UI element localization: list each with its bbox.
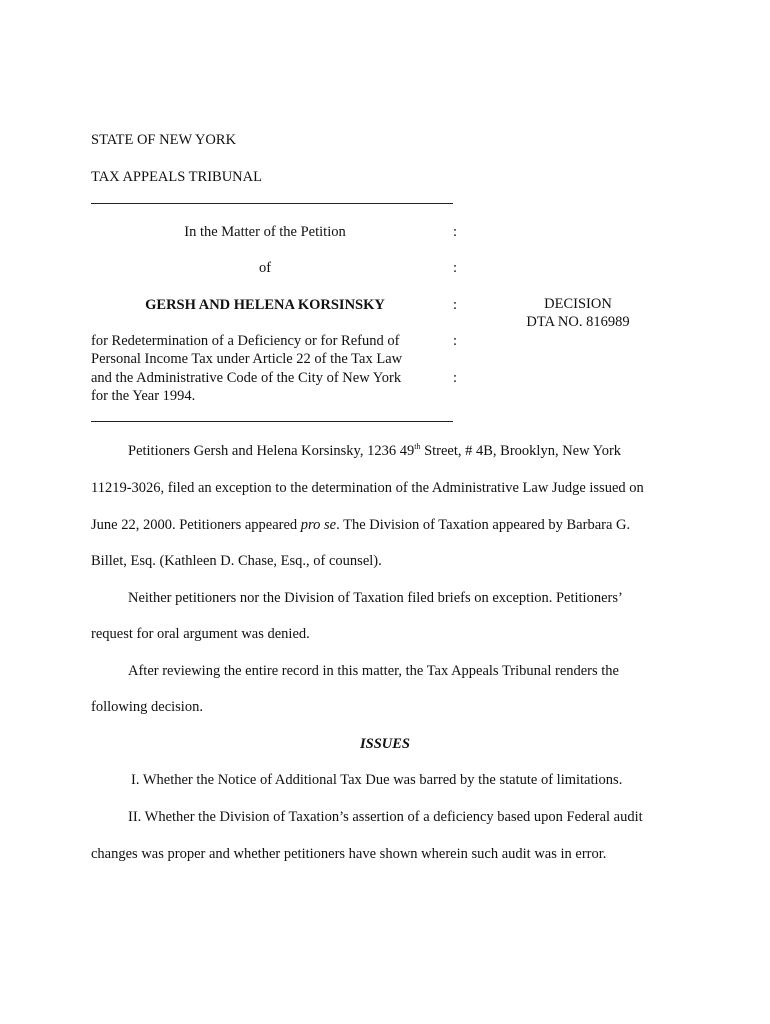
of-line: of [258, 260, 272, 276]
paragraph-3-line-2: following decision. [91, 699, 203, 715]
caption-colon: : [453, 260, 458, 276]
caption-colon: : [453, 224, 458, 240]
paragraph-1-line-4: Billet, Esq. (Kathleen D. Chase, Esq., of counsel). [91, 553, 382, 569]
text-run: Street, # 4B, Brooklyn, New York [420, 443, 622, 459]
paragraph-3-line-1: After reviewing the entire record in this matter, the Tax Appeals Tribunal renders the [128, 663, 619, 679]
ordinal-superscript: th [414, 442, 421, 452]
caption-top-rule [91, 203, 453, 204]
purpose-line-3: and the Administrative Code of the City of New York [91, 370, 402, 386]
caption-colon: : [453, 297, 458, 313]
matter-line: In the Matter of the Petition [184, 224, 346, 240]
purpose-line-2: Personal Income Tax under Article 22 of the Tax Law [91, 351, 403, 367]
paragraph-1-line-2: 11219-3026, filed an exception to the determination of the Administrative Law Judge issued on [91, 480, 644, 496]
issue-1: I. Whether the Notice of Additional Tax Due was barred by the statute of limitations. [131, 772, 623, 788]
purpose-line-4: for the Year 1994. [91, 388, 196, 404]
tribunal-header: TAX APPEALS TRIBUNAL [91, 169, 262, 185]
petitioners-name: GERSH AND HELENA KORSINSKY [145, 297, 385, 313]
dta-number: DTA NO. 816989 [526, 314, 630, 330]
caption-bottom-rule [91, 421, 453, 422]
text-run: . The Division of Taxation appeared by Barbara G. [336, 517, 631, 533]
decision-label: DECISION [544, 296, 612, 312]
text-run: June 22, 2000. Petitioners appeared [91, 517, 301, 533]
paragraph-1-line-3 [91, 516, 630, 534]
paragraph-1-line-1 [128, 442, 621, 460]
paragraph-2-line-2: request for oral argument was denied. [91, 626, 310, 642]
state-header: STATE OF NEW YORK [91, 132, 237, 148]
caption-colon: : [453, 370, 458, 386]
italic-pro-se: pro se [300, 517, 337, 533]
text-run: Petitioners Gersh and Helena Korsinsky, 1236 49 [128, 443, 415, 459]
issue-2-line-2: changes was proper and whether petitioners have shown wherein such audit was in error. [91, 846, 607, 862]
paragraph-2-line-1: Neither petitioners nor the Division of Taxation filed briefs on exception. Petitioners’ [128, 590, 623, 606]
purpose-line-1: for Redetermination of a Deficiency or for Refund of [91, 333, 400, 349]
caption-colon: : [453, 333, 458, 349]
issue-2-line-1: II. Whether the Division of Taxation’s assertion of a deficiency based upon Federal audit [128, 809, 643, 825]
issues-heading: ISSUES [360, 736, 410, 752]
